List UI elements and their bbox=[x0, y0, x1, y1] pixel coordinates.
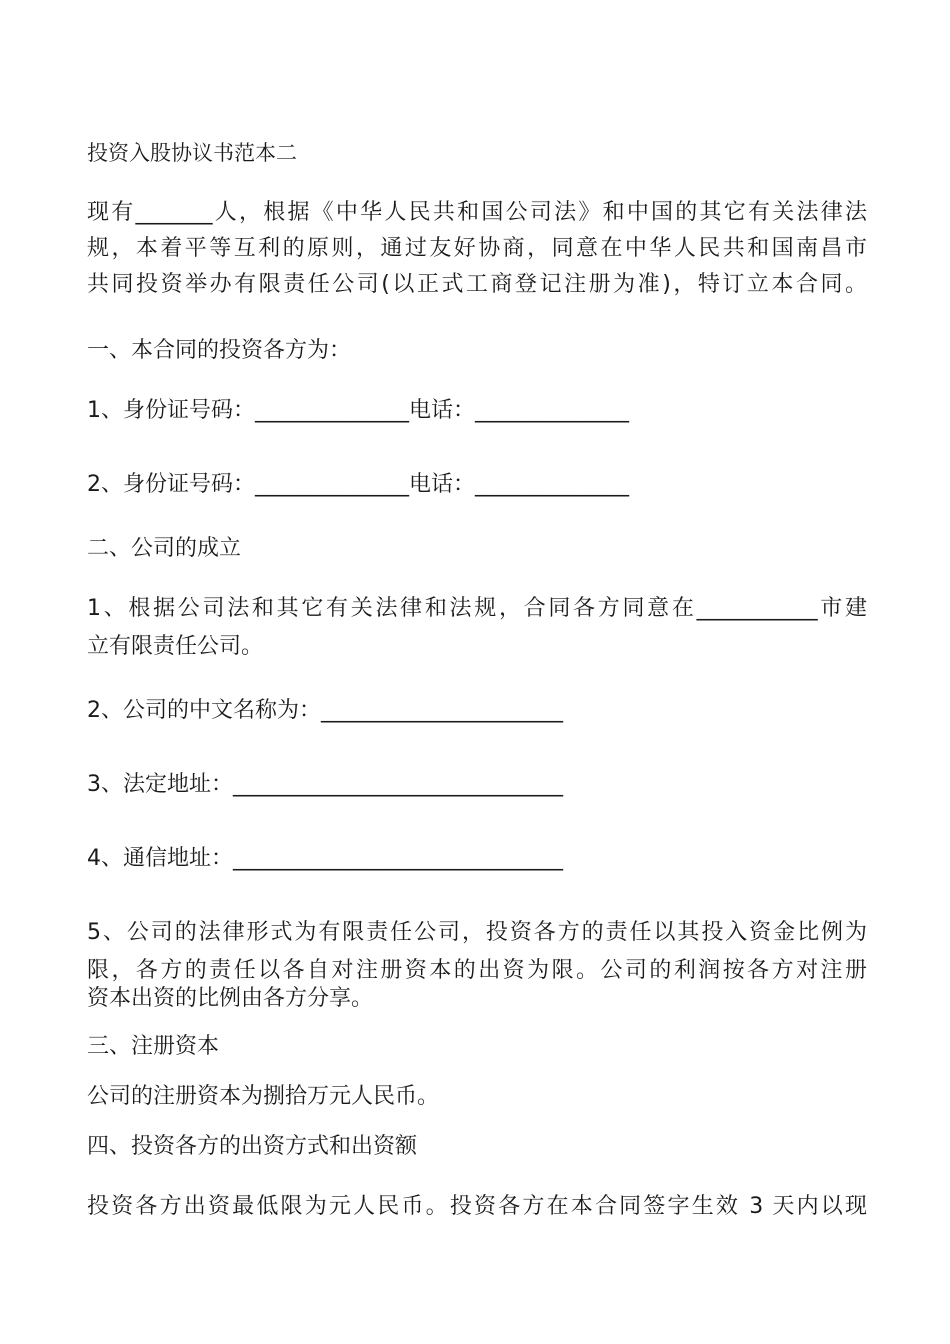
section-2-item-2: 2、公司的中文名称为：______________________ bbox=[87, 698, 563, 723]
section-4-heading: 四、投资各方的出资方式和出资额 bbox=[87, 1134, 418, 1159]
section-2-item-5-line-3: 资本出资的比例由各方分享。 bbox=[87, 986, 374, 1011]
section-2-item-3: 3、法定地址：______________________________ bbox=[87, 772, 563, 797]
section-3-heading: 三、注册资本 bbox=[87, 1034, 220, 1059]
section-2-item-5-line-1: 5、公司的法律形式为有限责任公司，投资各方的责任以其投入资金比例为 bbox=[87, 920, 867, 945]
section-2-item-4: 4、通信地址：______________________________ bbox=[87, 846, 563, 871]
section-1-item-1: 1、身份证号码：______________电话：______________ bbox=[87, 398, 629, 423]
document-title: 投资入股协议书范本二 bbox=[87, 141, 297, 165]
section-4-text: 投资各方出资最低限为元人民币。投资各方在本合同签字生效 3 天内以现 bbox=[87, 1194, 867, 1219]
intro-line-2: 规，本着平等互利的原则，通过友好协商，同意在中华人民共和国南昌市 bbox=[87, 236, 867, 261]
section-1-item-2: 2、身份证号码：______________电话：______________ bbox=[87, 472, 629, 497]
section-1-heading: 一、本合同的投资各方为： bbox=[87, 338, 352, 363]
section-2-heading: 二、公司的成立 bbox=[87, 536, 242, 561]
section-2-item-5-line-2: 限，各方的责任以各自对注册资本的出资为限。公司的利润按各方对注册 bbox=[87, 958, 867, 983]
intro-line-3: 共同投资举办有限责任公司(以正式工商登记注册为准)，特订立本合同。 bbox=[87, 272, 867, 297]
section-3-text: 公司的注册资本为捌拾万元人民币。 bbox=[87, 1084, 440, 1109]
section-2-item-1-line-1: 1、根据公司法和其它有关法律和法规，合同各方同意在___________市建 bbox=[87, 596, 867, 621]
intro-line-1: 现有_______人，根据《中华人民共和国公司法》和中国的其它有关法律法 bbox=[87, 200, 867, 225]
section-2-item-1-line-2: 立有限责任公司。 bbox=[87, 634, 264, 659]
